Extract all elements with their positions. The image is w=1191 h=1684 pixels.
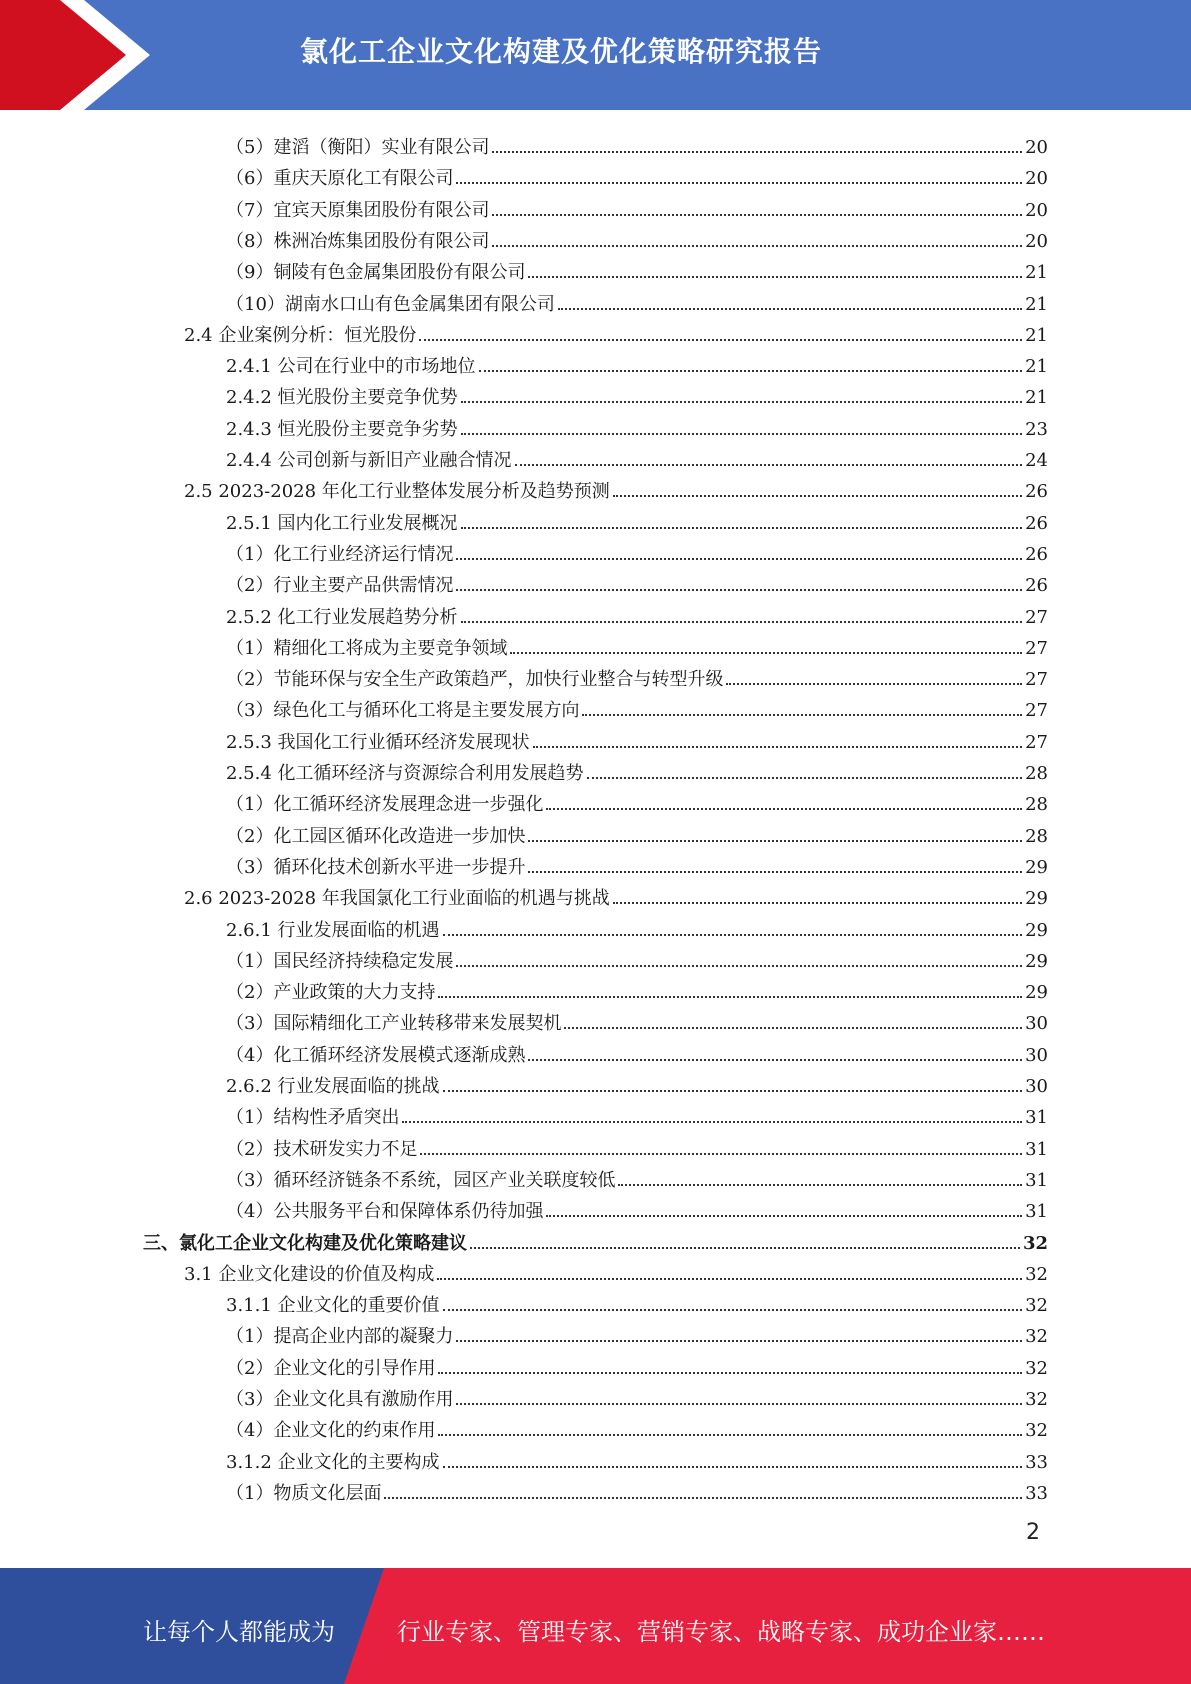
toc-dot-leader <box>564 1027 1022 1029</box>
toc-entry[interactable] <box>226 1130 1048 1161</box>
toc-entry-page: 20 <box>1025 199 1048 221</box>
toc-dot-leader <box>528 276 1022 278</box>
toc-entry-page: 20 <box>1025 168 1048 190</box>
toc-entry-page: 20 <box>1025 230 1048 252</box>
toc-entry[interactable] <box>226 504 1048 535</box>
toc-entry-page: 21 <box>1025 356 1048 378</box>
toc-entry-page: 32 <box>1025 1263 1048 1285</box>
toc-entry-label: （3）绿色化工与循环化工将是主要发展方向 <box>226 700 580 722</box>
toc-entry-label: （4）企业文化的约束作用 <box>226 1420 436 1442</box>
toc-entry-page: 31 <box>1025 1107 1048 1129</box>
toc-entry-page: 32 <box>1025 1295 1048 1317</box>
toc-dot-leader <box>528 1059 1022 1061</box>
toc-entry-label: （3）循环经济链条不系统，园区产业关联度较低 <box>226 1169 616 1191</box>
toc-entry-page: 27 <box>1025 731 1048 753</box>
toc-dot-leader <box>528 840 1022 842</box>
toc-entry-page: 32 <box>1025 1389 1048 1410</box>
toc-entry-label: 2.4.4 公司创新与新旧产业融合情况 <box>226 450 512 471</box>
toc-entry[interactable] <box>184 472 1048 503</box>
toc-entry-label: （2）技术研发实力不足 <box>226 1138 418 1160</box>
toc-entry[interactable] <box>226 817 1048 848</box>
toc-entry-page: 30 <box>1025 1076 1048 1097</box>
toc-dot-leader <box>479 370 1023 372</box>
toc-dot-leader <box>726 683 1022 685</box>
toc-entry-page: 26 <box>1025 543 1048 565</box>
toc-dot-leader <box>613 902 1022 904</box>
toc-entry-page: 29 <box>1025 856 1048 878</box>
toc-entry-label: 3.1.2 企业文化的主要构成 <box>226 1451 440 1473</box>
toc-entry-label: （1）物质文化层面 <box>226 1482 382 1504</box>
toc-entry[interactable] <box>226 410 1048 441</box>
toc-entry-page: 31 <box>1025 1169 1048 1191</box>
toc-dot-leader <box>456 558 1022 560</box>
toc-dot-leader <box>456 965 1022 967</box>
toc-entry[interactable] <box>184 316 1048 347</box>
toc-entry-page: 33 <box>1025 1482 1048 1504</box>
toc-entry[interactable] <box>226 691 1048 722</box>
toc-entry-page: 33 <box>1025 1451 1048 1473</box>
toc-entry[interactable] <box>226 629 1048 660</box>
toc-entry-page: 21 <box>1025 387 1048 409</box>
toc-dot-leader <box>533 746 1023 748</box>
red-chevron-logo <box>0 0 150 110</box>
toc-entry-page: 28 <box>1025 794 1048 816</box>
toc-dot-leader <box>546 1215 1022 1217</box>
toc-entry[interactable] <box>226 1474 1048 1505</box>
toc-entry-label: （2）节能环保与安全生产政策趋严，加快行业整合与转型升级 <box>226 669 724 691</box>
toc-entry-page: 28 <box>1025 825 1048 847</box>
toc-entry-label: 2.5.3 我国化工行业循环经济发展现状 <box>226 731 530 753</box>
toc-entry[interactable] <box>226 285 1048 316</box>
toc-entry-page: 27 <box>1025 700 1048 722</box>
toc-entry-label: 2.5.1 国内化工行业发展概况 <box>226 512 458 534</box>
toc-entry-label: 2.5.4 化工循环经济与资源综合利用发展趋势 <box>226 763 584 784</box>
toc-entry-label: （5）建滔（衡阳）实业有限公司 <box>226 137 490 158</box>
toc-entry[interactable] <box>226 598 1048 629</box>
toc-entry-label: 2.6.2 行业发展面临的挑战 <box>226 1076 440 1097</box>
page-number: 2 <box>1026 1520 1040 1545</box>
toc-dot-leader <box>402 1121 1022 1123</box>
toc-entry-page: 21 <box>1025 324 1048 346</box>
toc-entry-page: 24 <box>1025 450 1048 471</box>
toc-entry-page: 21 <box>1025 262 1048 284</box>
toc-dot-leader <box>582 714 1022 716</box>
toc-entry[interactable] <box>226 1036 1048 1067</box>
toc-entry[interactable] <box>226 347 1048 378</box>
toc-dot-leader <box>437 1278 1022 1280</box>
toc-entry[interactable] <box>226 1380 1048 1411</box>
toc-entry-label: （2）企业文化的引导作用 <box>226 1357 436 1379</box>
toc-entry-page: 31 <box>1025 1201 1048 1223</box>
toc-entry[interactable] <box>226 222 1048 253</box>
toc-entry[interactable] <box>226 566 1048 597</box>
toc-dot-leader <box>546 808 1022 810</box>
toc-dot-leader <box>558 308 1022 310</box>
toc-entry-page: 30 <box>1025 1044 1048 1066</box>
toc-dot-leader <box>461 433 1023 435</box>
toc-entry[interactable] <box>226 1349 1048 1380</box>
toc-entry[interactable] <box>226 723 1048 754</box>
toc-entry-label: （9）铜陵有色金属集团股份有限公司 <box>226 262 526 284</box>
toc-entry-label: 2.4.3 恒光股份主要竞争劣势 <box>226 418 458 440</box>
toc-entry-label: （2）行业主要产品供需情况 <box>226 575 454 597</box>
toc-dot-leader <box>618 1184 1022 1186</box>
toc-entry[interactable] <box>184 1255 1048 1286</box>
toc-dot-leader <box>456 182 1022 184</box>
toc-entry[interactable] <box>226 1004 1048 1035</box>
toc-entry-label: （4）公共服务平台和保障体系仍待加强 <box>226 1201 544 1223</box>
toc-entry[interactable] <box>226 128 1048 159</box>
toc-dot-leader <box>443 1090 1023 1092</box>
toc-dot-leader <box>492 245 1022 247</box>
toc-dot-leader <box>384 1497 1022 1499</box>
toc-dot-leader <box>470 1247 1020 1249</box>
toc-entry[interactable] <box>226 911 1048 942</box>
toc-entry-page: 23 <box>1025 418 1048 440</box>
toc-entry-page: 32 <box>1025 1420 1048 1442</box>
toc-entry-label: 三、氯化工企业文化构建及优化策略建议 <box>143 1232 467 1254</box>
toc-entry-label: 2.5 2023-2028 年化工行业整体发展分析及趋势预测 <box>184 481 610 503</box>
toc-entry-label: （1）化工行业经济运行情况 <box>226 543 454 565</box>
toc-dot-leader <box>443 934 1023 936</box>
toc-entry-page: 29 <box>1025 982 1048 1004</box>
toc-entry-label: （7）宜宾天原集团股份有限公司 <box>226 199 490 221</box>
toc-entry-page: 30 <box>1025 1013 1048 1035</box>
toc-dot-leader <box>443 1309 1023 1311</box>
toc-dot-leader <box>420 1153 1022 1155</box>
toc-entry[interactable] <box>226 848 1048 879</box>
page-footer <box>0 1568 1191 1684</box>
toc-entry[interactable] <box>226 378 1048 409</box>
toc-dot-leader <box>438 1372 1022 1374</box>
toc-entry[interactable] <box>226 942 1048 973</box>
toc-entry-label: （1）国民经济持续稳定发展 <box>226 950 454 972</box>
toc-entry-label: 3.1.1 企业文化的重要价值 <box>226 1295 440 1317</box>
toc-entry[interactable] <box>226 1192 1048 1223</box>
toc-dot-leader <box>461 621 1023 623</box>
toc-entry-label: （4）化工循环经济发展模式逐渐成熟 <box>226 1044 526 1066</box>
toc-entry[interactable] <box>226 535 1048 566</box>
toc-dot-leader <box>456 589 1022 591</box>
toc-entry-page: 31 <box>1025 1138 1048 1160</box>
toc-entry-label: （8）株洲冶炼集团股份有限公司 <box>226 230 490 252</box>
toc-entry[interactable] <box>226 973 1048 1004</box>
toc-dot-leader <box>587 777 1023 779</box>
toc-dot-leader <box>438 996 1022 998</box>
report-title: 氯化工企业文化构建及优化策略研究报告 <box>300 35 823 68</box>
toc-entry-page: 28 <box>1025 763 1048 784</box>
toc-entry-page: 27 <box>1025 669 1048 691</box>
toc-entry-page: 29 <box>1025 888 1048 910</box>
toc-entry[interactable] <box>226 1411 1048 1442</box>
toc-entry-page: 27 <box>1025 606 1048 628</box>
toc-entry-page: 21 <box>1025 293 1048 315</box>
toc-entry-label: 2.4 企业案例分析：恒光股份 <box>184 324 417 346</box>
toc-entry-label: （3）循环化技术创新水平进一步提升 <box>226 856 526 878</box>
toc-entry-label: （1）结构性矛盾突出 <box>226 1107 400 1129</box>
toc-entry[interactable] <box>226 159 1048 190</box>
toc-dot-leader <box>456 1403 1022 1405</box>
toc-entry[interactable] <box>226 1286 1048 1317</box>
toc-entry[interactable] <box>143 1224 1048 1255</box>
toc-entry-label: 3.1 企业文化建设的价值及构成 <box>184 1263 435 1285</box>
toc-dot-leader <box>528 871 1022 873</box>
toc-dot-leader <box>419 339 1022 341</box>
toc-dot-leader <box>461 401 1023 403</box>
toc-entry-label: （10）湖南水口山有色金属集团有限公司 <box>226 293 555 315</box>
page-header <box>0 0 1191 110</box>
toc-entry-label: （3）企业文化具有激励作用 <box>226 1389 454 1410</box>
toc-dot-leader <box>438 1434 1022 1436</box>
toc-entry-page: 32 <box>1025 1357 1048 1379</box>
toc-entry-label: （2）产业政策的大力支持 <box>226 982 436 1004</box>
toc-entry[interactable] <box>226 660 1048 691</box>
footer-slogan-right: 行业专家、管理专家、营销专家、战略专家、成功企业家…… <box>397 1618 1045 1646</box>
toc-entry-label: 2.5.2 化工行业发展趋势分析 <box>226 606 458 628</box>
toc-entry-page: 26 <box>1025 575 1048 597</box>
toc-entry[interactable] <box>226 191 1048 222</box>
toc-entry[interactable] <box>226 1317 1048 1348</box>
toc-entry-page: 26 <box>1025 512 1048 534</box>
toc-entry-page: 32 <box>1022 1232 1048 1254</box>
toc-entry-label: （6）重庆天原化工有限公司 <box>226 168 454 190</box>
toc-dot-leader <box>613 495 1022 497</box>
toc-entry-label: 2.4.2 恒光股份主要竞争优势 <box>226 387 458 409</box>
toc-entry[interactable] <box>226 1443 1048 1474</box>
toc-entry-page: 20 <box>1025 137 1048 158</box>
toc-dot-leader <box>510 652 1022 654</box>
toc-entry[interactable] <box>226 785 1048 816</box>
toc-entry[interactable] <box>226 253 1048 284</box>
toc-entry-page: 32 <box>1025 1326 1048 1348</box>
toc-entry-page: 29 <box>1025 919 1048 941</box>
toc-dot-leader <box>443 1466 1023 1468</box>
toc-entry-label: （3）国际精细化工产业转移带来发展契机 <box>226 1013 562 1035</box>
toc-entry-page: 27 <box>1025 637 1048 659</box>
toc-entry-page: 26 <box>1025 481 1048 503</box>
toc-entry-label: 2.4.1 公司在行业中的市场地位 <box>226 356 476 378</box>
toc-dot-leader <box>492 214 1022 216</box>
toc-dot-leader <box>492 151 1022 153</box>
toc-entry-label: 2.6 2023-2028 年我国氯化工行业面临的机遇与挑战 <box>184 888 610 910</box>
toc-entry-label: （1）提高企业内部的凝聚力 <box>226 1326 454 1348</box>
toc-entry[interactable] <box>226 1161 1048 1192</box>
toc-entry[interactable] <box>226 1067 1048 1098</box>
toc-entry-label: （1）精细化工将成为主要竞争领域 <box>226 637 508 659</box>
toc-entry-page: 29 <box>1025 950 1048 972</box>
toc-dot-leader <box>461 527 1023 529</box>
toc-entry[interactable] <box>226 441 1048 472</box>
toc-entry[interactable] <box>226 1098 1048 1129</box>
toc-dot-leader <box>515 464 1023 466</box>
toc-entry-label: （1）化工循环经济发展理念进一步强化 <box>226 794 544 816</box>
toc-dot-leader <box>456 1340 1022 1342</box>
toc-entry-label: （2）化工园区循环化改造进一步加快 <box>226 825 526 847</box>
footer-slogan-left: 让每个人都能成为 <box>143 1618 335 1646</box>
toc-entry[interactable] <box>226 754 1048 785</box>
toc-entry-label: 2.6.1 行业发展面临的机遇 <box>226 919 440 941</box>
toc-entry[interactable] <box>184 879 1048 910</box>
